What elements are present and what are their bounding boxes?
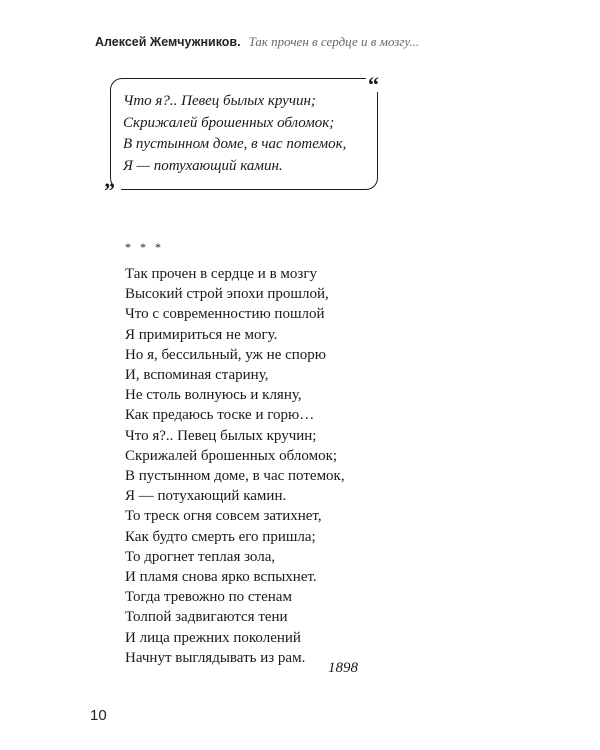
poem-line: Не столь волнуюсь и кляну, bbox=[125, 387, 302, 404]
quote-line: Скрижалей брошенных обломок; bbox=[123, 114, 335, 131]
poem-line: Что я?.. Певец былых кручин; bbox=[125, 427, 317, 444]
quote-line: Что я?.. Певец былых кручин; bbox=[123, 93, 316, 109]
header-author: Алексей Жемчужников. bbox=[95, 35, 241, 49]
poem-line: Я — потухающий камин. bbox=[125, 488, 287, 505]
poem-line: Я примириться не могу. bbox=[125, 326, 278, 343]
poem-line: И лица прежних поколений bbox=[125, 629, 301, 646]
quote-lines bbox=[123, 91, 346, 177]
poem-year: 1898 bbox=[328, 660, 358, 676]
poem-line: И, вспоминая старину, bbox=[125, 367, 269, 384]
poem-line: Толпой задвигаются тени bbox=[125, 609, 288, 626]
poem-line: И пламя снова ярко вспыхнет. bbox=[125, 569, 317, 586]
quote-line: В пустынном доме, в час потемок, bbox=[123, 136, 347, 152]
poem-line: Что с современностию пошлой bbox=[125, 306, 325, 323]
poem-line: В пустынном доме, в час потемок, bbox=[125, 468, 345, 485]
poem-line: Но я, бессильный, уж не спорю bbox=[125, 346, 326, 363]
section-separator-stars: * * * bbox=[125, 240, 164, 254]
header-work-title: Так прочен в сердце и в мозгу... bbox=[248, 34, 420, 49]
page-number: 10 bbox=[90, 707, 107, 724]
poem-line: Начнут выглядывать из рам. bbox=[125, 649, 306, 666]
poem-line: То треск огня совсем затихнет, bbox=[125, 508, 322, 525]
open-quote-mark: “ bbox=[366, 78, 384, 92]
poem-line: Тогда тревожно по стенам bbox=[125, 589, 292, 606]
poem-line: Так прочен в сердце и в мозгу bbox=[125, 266, 317, 282]
poem-line: Как будто смерть его пришла; bbox=[125, 528, 316, 545]
poem-line: Высокий строй эпохи прошлой, bbox=[125, 286, 329, 303]
poem-body bbox=[125, 264, 345, 668]
running-header bbox=[95, 33, 419, 51]
poem-line: Скрижалей брошенных обломок; bbox=[125, 447, 338, 464]
quote-line: Я — потухающий камин. bbox=[123, 157, 283, 174]
epigraph-quote-box bbox=[110, 78, 378, 190]
poem-line: Как предаюсь тоске и горю… bbox=[125, 407, 315, 424]
poem-line: То дрогнет теплая зола, bbox=[125, 548, 276, 565]
close-quote-mark: ” bbox=[103, 184, 121, 196]
